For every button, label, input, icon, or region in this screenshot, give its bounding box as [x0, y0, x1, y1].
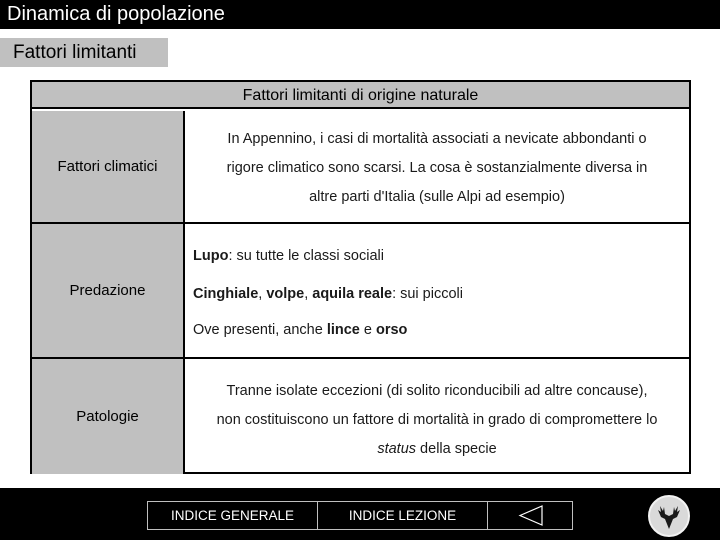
- others-prefix: Ove presenti, anche: [193, 322, 327, 338]
- index-general-button[interactable]: INDICE GENERALE: [147, 501, 318, 530]
- lynx-term: lince: [326, 322, 360, 338]
- row-content-predation: [185, 224, 689, 357]
- wolf-term: Lupo: [193, 248, 229, 264]
- status-term: status: [377, 441, 417, 457]
- bear-term: orso: [375, 322, 408, 338]
- diseases-line-3: [185, 441, 689, 457]
- row-label-diseases: Patologie: [32, 359, 185, 474]
- eagle-term: aquila reale: [312, 286, 393, 302]
- footer-nav: [0, 488, 720, 540]
- climatic-line-1: In Appennino, i casi di mortalità associati a nevicate abbondanti o: [227, 131, 647, 147]
- predation-line-young: [193, 286, 463, 302]
- climatic-line-2: rigore climatico sono scarsi. La cosa è sostanzialmente diversa in: [226, 160, 648, 176]
- index-lesson-button[interactable]: INDICE LEZIONE: [317, 501, 488, 530]
- deer-head-icon: [650, 497, 688, 535]
- wolf-rest: : su tutte le classi sociali: [228, 248, 384, 264]
- boar-term: Cinghiale: [193, 286, 259, 302]
- window-title: Dinamica di popolazione: [0, 0, 720, 29]
- row-content-diseases: [185, 359, 689, 474]
- predation-line-wolf: [193, 248, 384, 264]
- separator: ,: [304, 286, 313, 302]
- predation-line-others: [193, 322, 407, 338]
- triangle-left-icon: [488, 502, 572, 529]
- fox-term: volpe: [266, 286, 305, 302]
- deer-logo-icon[interactable]: [648, 495, 690, 537]
- row-label-predation: Predazione: [32, 224, 185, 357]
- table-header: Fattori limitanti di origine naturale: [32, 82, 689, 109]
- climatic-line-3: altre parti d'Italia (sulle Alpi ad esempio): [309, 189, 565, 205]
- row-label-climatic: Fattori climatici: [32, 111, 185, 222]
- diseases-line-1: Tranne isolate eccezioni (di solito riconducibili ad altre concause),: [226, 383, 648, 399]
- back-button[interactable]: [487, 501, 573, 530]
- young-rest: : sui piccoli: [392, 286, 463, 302]
- row-content-climatic: [185, 111, 689, 222]
- conjunction: e: [359, 322, 376, 338]
- limiting-factors-table: [30, 80, 691, 474]
- separator: ,: [258, 286, 267, 302]
- diseases-line-2: non costituiscono un fattore di mortalità in grado di compromettere lo: [216, 412, 658, 428]
- section-tab: Fattori limitanti: [0, 38, 168, 67]
- diseases-line-3-rest: della specie: [416, 441, 497, 457]
